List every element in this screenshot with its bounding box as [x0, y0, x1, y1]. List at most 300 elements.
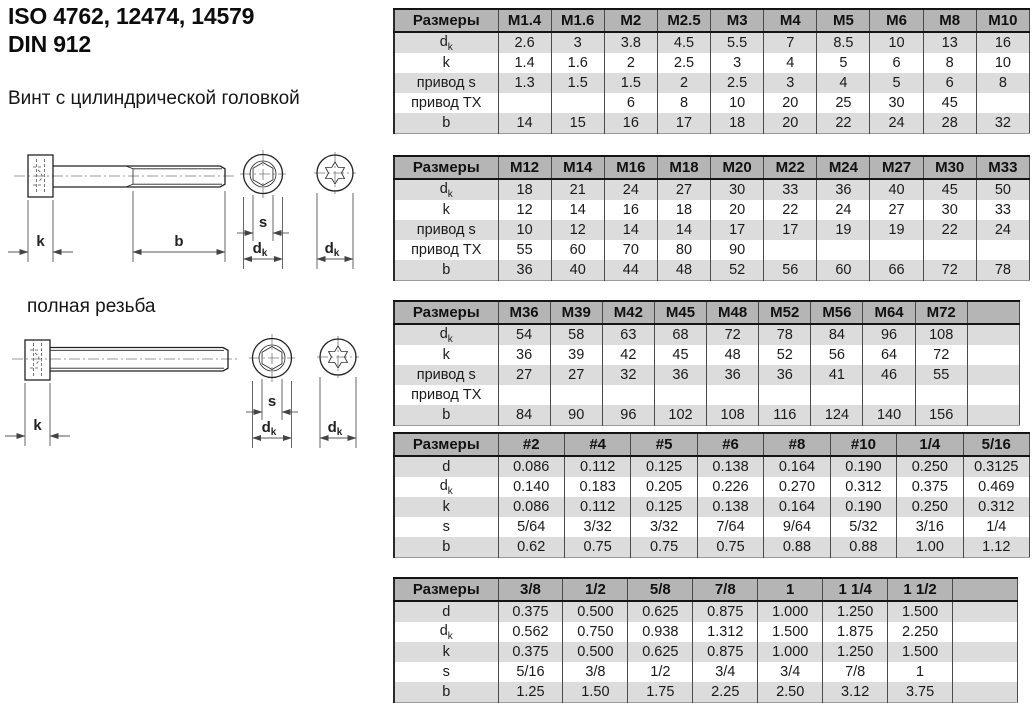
cell: 0.205 [631, 477, 697, 497]
cell: 54 [498, 324, 550, 345]
cell: 3/32 [564, 517, 630, 537]
cell: 45 [923, 93, 976, 113]
column-header: 1/2 [563, 578, 628, 601]
dim-label-k: k [36, 233, 45, 250]
row-label [394, 517, 498, 537]
row-label [394, 682, 498, 703]
cell: 30 [923, 200, 976, 220]
cell: 0.625 [628, 642, 693, 662]
cell: 0.250 [897, 497, 963, 517]
cell: 40 [551, 260, 604, 281]
cell: 1.75 [628, 682, 693, 703]
column-header: M12 [498, 156, 551, 179]
cell [870, 240, 923, 260]
cell: 25 [817, 93, 870, 113]
column-header: 1/4 [897, 433, 963, 456]
column-header: M20 [711, 156, 764, 179]
cell: 156 [915, 405, 967, 426]
row-label-subscript: k [447, 41, 453, 53]
cell: 70 [604, 240, 657, 260]
table-header-row [394, 301, 1020, 324]
cell: 46 [863, 365, 915, 385]
dimension-table-metric-small [393, 8, 1030, 134]
table-row [394, 477, 1030, 497]
row-label-text: привод TX [411, 387, 482, 403]
table-row [394, 73, 1030, 93]
cell [551, 93, 604, 113]
cell: 0.164 [764, 456, 830, 477]
column-header: M8 [923, 9, 976, 32]
column-header: M27 [870, 156, 923, 179]
column-header: M39 [550, 301, 602, 324]
dim-label-b: b [174, 233, 184, 250]
cell: 1.312 [693, 622, 758, 642]
cell [953, 642, 1018, 662]
row-label-subscript: k [447, 630, 453, 642]
cell: 12 [498, 200, 551, 220]
cell [953, 682, 1018, 703]
cell: 0.375 [897, 477, 963, 497]
column-header [967, 301, 1019, 324]
size-column-header: Размеры [394, 578, 498, 601]
cell: 108 [707, 405, 759, 426]
cell: 12 [551, 220, 604, 240]
column-header: M22 [764, 156, 817, 179]
row-label [394, 324, 498, 345]
cell: 21 [551, 179, 604, 200]
cell: 22 [817, 113, 870, 134]
cell: 5/64 [498, 517, 564, 537]
dimension-k [5, 383, 70, 446]
cell: 33 [764, 179, 817, 200]
cell: 14 [657, 220, 710, 240]
column-header: #5 [631, 433, 697, 456]
cell: 50 [976, 179, 1029, 200]
screw-drawing-full-thread [0, 330, 390, 452]
row-label-text: s [442, 519, 450, 535]
cell [498, 385, 550, 405]
cell: 58 [550, 324, 602, 345]
cell: 3 [764, 73, 817, 93]
column-header: 1 1/4 [823, 578, 888, 601]
cell [817, 240, 870, 260]
cell: 0.88 [830, 537, 896, 558]
cell: 1 [888, 662, 953, 682]
cell: 90 [711, 240, 764, 260]
cell: 18 [657, 200, 710, 220]
cell: 16 [604, 113, 657, 134]
cell: 27 [870, 200, 923, 220]
column-header: M64 [863, 301, 915, 324]
cell: 0.270 [764, 477, 830, 497]
cell: 0.62 [498, 537, 564, 558]
dimension-table-metric-large [393, 300, 1020, 426]
row-label-text: d [439, 180, 448, 197]
cell [967, 385, 1019, 405]
cell: 20 [764, 93, 817, 113]
cell [967, 365, 1019, 385]
cell: 0.375 [498, 601, 563, 622]
table-row [394, 601, 1018, 622]
screw-drawing-partial-thread [0, 145, 390, 275]
cell [498, 93, 551, 113]
table-header-row [394, 433, 1030, 456]
row-label-subscript: k [447, 188, 453, 200]
cell: 0.75 [697, 537, 763, 558]
cell: 3.75 [888, 682, 953, 703]
cell: 56 [811, 345, 863, 365]
column-header: M2 [604, 9, 657, 32]
table-row [394, 497, 1030, 517]
cell: 64 [863, 345, 915, 365]
cell: 116 [759, 405, 811, 426]
cell: 3 [551, 32, 604, 53]
cell: 96 [602, 405, 654, 426]
cell: 72 [707, 324, 759, 345]
cell: 14 [551, 200, 604, 220]
cell [602, 385, 654, 405]
size-column-header: Размеры [394, 156, 498, 179]
cell: 4.5 [657, 32, 710, 53]
dim-label-dk: $d_k$ [327, 419, 343, 438]
cell: 7 [764, 32, 817, 53]
cell: 0.086 [498, 456, 564, 477]
end-view-torx-socket [314, 152, 356, 269]
cell: 27 [550, 365, 602, 385]
cell: 124 [811, 405, 863, 426]
dimension-table-inch-small [393, 432, 1030, 558]
cell [953, 622, 1018, 642]
table-metric-medium [393, 155, 1030, 281]
row-label [394, 240, 498, 260]
cell [764, 240, 817, 260]
column-header: M56 [811, 301, 863, 324]
cell: 4 [817, 73, 870, 93]
product-description: Винт с цилиндрической головкой [8, 88, 300, 109]
cell: 1.25 [498, 682, 563, 703]
cell: 80 [657, 240, 710, 260]
cell: 0.875 [693, 601, 758, 622]
cell: 30 [870, 93, 923, 113]
cell: 0.312 [963, 497, 1029, 517]
cell: 19 [817, 220, 870, 240]
page-title [8, 2, 254, 58]
column-header: #10 [830, 433, 896, 456]
cell: 42 [602, 345, 654, 365]
cell: 1.4 [498, 53, 551, 73]
cell: 52 [711, 260, 764, 281]
dim-label-s: s [258, 214, 268, 231]
cell: 0.250 [897, 456, 963, 477]
column-header: M72 [915, 301, 967, 324]
row-label [394, 622, 498, 642]
column-header: M42 [602, 301, 654, 324]
row-label-text: b [442, 407, 451, 423]
cell: 18 [711, 113, 764, 134]
cell: 48 [707, 345, 759, 365]
cell: 0.375 [498, 642, 563, 662]
cell: 2.5 [711, 73, 764, 93]
cell: 1.500 [888, 601, 953, 622]
cell: 0.3125 [963, 456, 1029, 477]
cell: 45 [654, 345, 706, 365]
screw-head-side-view [25, 340, 50, 380]
cell: 14 [604, 220, 657, 240]
dimension-k [8, 200, 73, 262]
cell: 7/8 [823, 662, 888, 682]
row-label [394, 456, 498, 477]
cell [967, 324, 1019, 345]
dim-label-dk: $d_k$ [324, 240, 340, 259]
table-row [394, 365, 1020, 385]
cell: 16 [976, 32, 1029, 53]
cell: 68 [654, 324, 706, 345]
table-row [394, 113, 1030, 134]
row-label [394, 345, 498, 365]
cell: 36 [654, 365, 706, 385]
row-label-text: d [439, 622, 448, 639]
cell: 27 [657, 179, 710, 200]
screw-shank-side-view [53, 166, 225, 187]
column-header: M1.6 [551, 9, 604, 32]
cell: 72 [923, 260, 976, 281]
cell: 6 [870, 53, 923, 73]
size-column-header: Размеры [394, 301, 498, 324]
cell: 1.500 [758, 622, 823, 642]
column-header: 5/8 [628, 578, 693, 601]
column-header: M6 [870, 9, 923, 32]
column-header: M2.5 [657, 9, 710, 32]
column-header [953, 578, 1018, 601]
cell: 22 [923, 220, 976, 240]
table-header-row [394, 578, 1018, 601]
row-label-text: привод s [416, 75, 476, 91]
cell: 0.625 [628, 601, 693, 622]
column-header: 1 [758, 578, 823, 601]
cell: 60 [817, 260, 870, 281]
row-label-text: b [442, 115, 451, 131]
cell: 0.938 [628, 622, 693, 642]
column-header: M18 [657, 156, 710, 179]
cell: 15 [551, 113, 604, 134]
table-row [394, 32, 1030, 53]
column-header: M48 [707, 301, 759, 324]
cell: 0.112 [564, 497, 630, 517]
row-label [394, 537, 498, 558]
cell: 1.000 [758, 642, 823, 662]
cell: 1.6 [551, 53, 604, 73]
table-inch-large [393, 577, 1018, 703]
size-column-header: Размеры [394, 433, 498, 456]
column-header: M36 [498, 301, 550, 324]
row-label [394, 477, 498, 497]
cell [967, 345, 1019, 365]
cell: 56 [764, 260, 817, 281]
cell: 22 [764, 200, 817, 220]
row-label [394, 113, 498, 134]
row-label-subscript: k [447, 485, 453, 497]
column-header: M5 [817, 9, 870, 32]
dim-label-dk: $d_k$ [261, 419, 277, 438]
row-label [394, 73, 498, 93]
cell [863, 385, 915, 405]
cell: 33 [976, 200, 1029, 220]
table-row [394, 682, 1018, 703]
cell: 2.50 [758, 682, 823, 703]
row-label-subscript: k [447, 333, 453, 345]
cell: 17 [657, 113, 710, 134]
cell: 5/32 [830, 517, 896, 537]
cell: 7/64 [697, 517, 763, 537]
cell: 3/16 [897, 517, 963, 537]
table-row [394, 93, 1030, 113]
row-label-text: b [442, 684, 451, 700]
cell: 0.875 [693, 642, 758, 662]
cell: 20 [711, 200, 764, 220]
cell: 41 [811, 365, 863, 385]
cell: 1.12 [963, 537, 1029, 558]
row-label [394, 200, 498, 220]
cell: 72 [915, 345, 967, 365]
cell: 0.138 [697, 497, 763, 517]
cell: 0.75 [631, 537, 697, 558]
table-inch-small [393, 432, 1030, 558]
cell: 0.75 [564, 537, 630, 558]
standard-din: DIN 912 [8, 31, 91, 57]
cell: 1.500 [888, 642, 953, 662]
cell: 0.226 [697, 477, 763, 497]
dim-label-k: k [33, 417, 42, 434]
cell: 3/4 [693, 662, 758, 682]
cell: 3/32 [631, 517, 697, 537]
cell: 2.5 [657, 53, 710, 73]
table-row [394, 517, 1030, 537]
table-row [394, 537, 1030, 558]
table-row [394, 622, 1018, 642]
cell [967, 405, 1019, 426]
cell: 20 [764, 113, 817, 134]
cell: 28 [923, 113, 976, 134]
cell: 2 [657, 73, 710, 93]
cell: 60 [551, 240, 604, 260]
row-label [394, 405, 498, 426]
column-header: 5/16 [963, 433, 1029, 456]
dimension-table-inch-large [393, 577, 1018, 703]
cell: 36 [498, 345, 550, 365]
cell: 3 [711, 53, 764, 73]
column-header: M10 [976, 9, 1029, 32]
table-metric-large [393, 300, 1020, 426]
cell: 10 [976, 53, 1029, 73]
cell: 48 [657, 260, 710, 281]
row-label-text: d [442, 459, 451, 475]
column-header: M45 [654, 301, 706, 324]
table-row [394, 240, 1030, 260]
column-header: M3 [711, 9, 764, 32]
cell: 19 [870, 220, 923, 240]
table-row [394, 220, 1030, 240]
cell: 84 [811, 324, 863, 345]
cell: 0.500 [563, 642, 628, 662]
row-label-text: d [442, 604, 451, 620]
column-header: M24 [817, 156, 870, 179]
row-label [394, 662, 498, 682]
table-row [394, 200, 1030, 220]
cell: 36 [759, 365, 811, 385]
table-header-row [394, 156, 1030, 179]
cell: 1.5 [551, 73, 604, 93]
cell: 1.3 [498, 73, 551, 93]
cell: 1/2 [628, 662, 693, 682]
row-label-text: k [442, 644, 450, 660]
column-header: M14 [551, 156, 604, 179]
size-column-header: Размеры [394, 9, 498, 32]
cell: 4 [764, 53, 817, 73]
table-metric-small [393, 8, 1030, 134]
column-header: M30 [923, 156, 976, 179]
row-label-text: d [439, 477, 448, 494]
cell: 2.250 [888, 622, 953, 642]
cell: 32 [602, 365, 654, 385]
cell: 55 [498, 240, 551, 260]
cell: 2 [604, 53, 657, 73]
table-row [394, 642, 1018, 662]
cell [953, 601, 1018, 622]
cell: 3.12 [823, 682, 888, 703]
cell: 52 [759, 345, 811, 365]
column-header: 1 1/2 [888, 578, 953, 601]
row-label-text: привод TX [411, 95, 482, 111]
cell: 14 [498, 113, 551, 134]
cell: 1/4 [963, 517, 1029, 537]
cell: 8 [923, 53, 976, 73]
cell: 5.5 [711, 32, 764, 53]
cell [976, 240, 1029, 260]
cell: 5 [870, 73, 923, 93]
row-label-text: b [442, 539, 451, 555]
cell: 45 [923, 179, 976, 200]
row-label [394, 220, 498, 240]
column-header: #8 [764, 433, 830, 456]
cell: 30 [711, 179, 764, 200]
cell: 63 [602, 324, 654, 345]
table-row [394, 324, 1020, 345]
cell: 0.125 [631, 456, 697, 477]
row-label [394, 93, 498, 113]
row-label [394, 179, 498, 200]
cell: 0.125 [631, 497, 697, 517]
cell: 24 [976, 220, 1029, 240]
cell [654, 385, 706, 405]
row-label [394, 601, 498, 622]
column-header: M4 [764, 9, 817, 32]
cell: 0.183 [564, 477, 630, 497]
row-label-text: k [442, 347, 450, 363]
row-label-text: b [442, 262, 451, 278]
cell: 0.190 [830, 497, 896, 517]
row-label [394, 32, 498, 53]
cell: 9/64 [764, 517, 830, 537]
cell: 1.50 [563, 682, 628, 703]
row-label-text: k [442, 499, 450, 515]
column-header: #2 [498, 433, 564, 456]
cell: 0.112 [564, 456, 630, 477]
cell: 10 [711, 93, 764, 113]
cell: 40 [870, 179, 923, 200]
end-view-torx-socket [317, 336, 359, 448]
cell: 8 [657, 93, 710, 113]
cell: 108 [915, 324, 967, 345]
